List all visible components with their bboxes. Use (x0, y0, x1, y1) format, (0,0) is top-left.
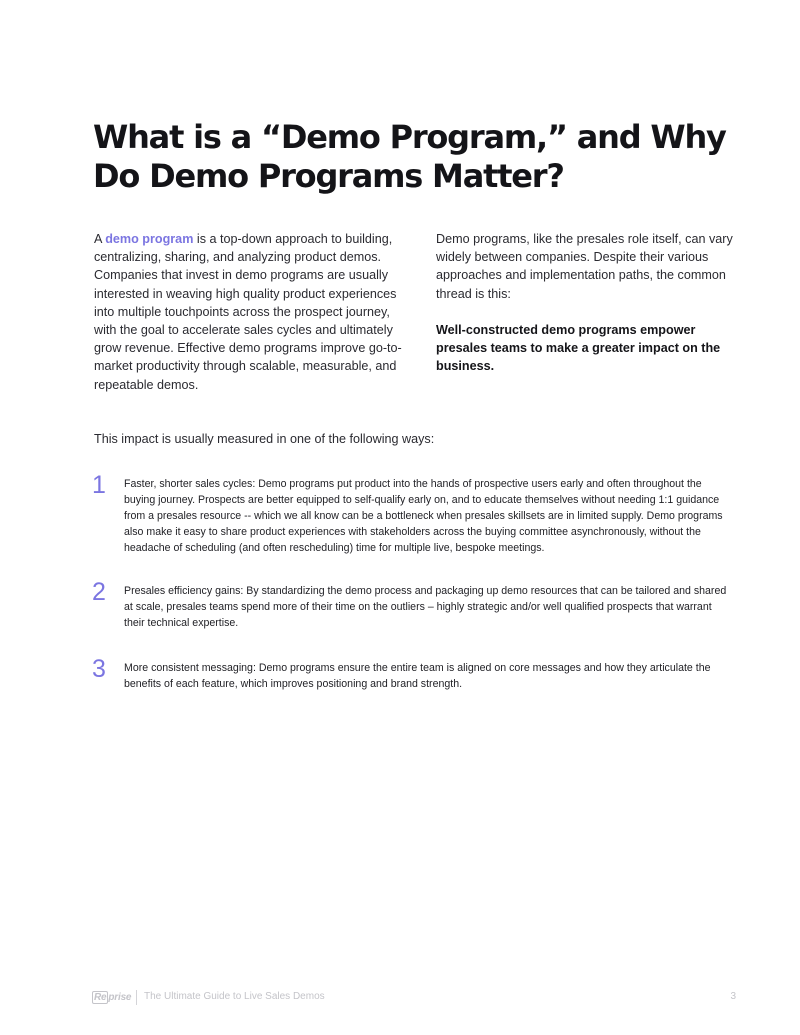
intro-left-column (94, 230, 404, 412)
impact-intro: This impact is usually measured in one of the following ways: (94, 432, 435, 446)
page-number: 3 (730, 991, 736, 1002)
demo-program-link[interactable]: demo program (105, 232, 194, 246)
page-footer (92, 990, 736, 1006)
key-statement: Well-constructed demo programs empower presales teams to make a greater impact on the business. (436, 322, 721, 374)
item-text: Faster, shorter sales cycles: Demo programs put product into the hands of prospective users early and often throughout the buying journey. Prospects are better equipped to self-qualify early on, and to educate themselves without needing 1:1 guidance from a presales resource -- which we all know can be a bottleneck when presales skillsets are in limited supply. Demo programs also make it easy to share product experiences with stakeholders across the buying committee asynchronously, without the headache of scheduling (and often rescheduling) time for multiple live, bespoke meetings. (124, 478, 723, 554)
item-number: 2 (92, 578, 106, 606)
page-title: What is a “Demo Program,” and Why Do Demo Programs Matter? (93, 118, 726, 195)
reprise-logo (92, 991, 131, 1004)
logo-rest: prise (108, 992, 132, 1003)
intro-paragraph (94, 230, 404, 394)
footer-divider (136, 990, 137, 1005)
item-text: More consistent messaging: Demo programs ensure the entire team is aligned on core messages and how they articulate the benefits of each feature, which improves positioning and brand strength. (124, 662, 711, 690)
item-text: Presales efficiency gains: By standardizing the demo process and packaging up demo resources that can be tailored and shared at scale, presales teams spend more of their time on the outliers – highly strategic and/or well qualified prospects that warrant their technical expertise. (124, 585, 727, 629)
intro-prefix: A (94, 232, 106, 246)
intro-right-column (436, 230, 746, 393)
item-number: 1 (92, 471, 106, 499)
right-paragraph: Demo programs, like the presales role itself, can vary widely between companies. Despite their various approaches and implementation paths, the common thread is this: (436, 232, 733, 301)
footer-doc-title: The Ultimate Guide to Live Sales Demos (144, 991, 325, 1002)
item-number: 3 (92, 655, 106, 683)
intro-body: is a top-down approach to building, centralizing, sharing, and analyzing product demos. Companies that invest in demo programs are usually interested in weaving high quality product experiences into multiple touchpoints across the prospect journey, with the goal to accelerate sales cycles and ultimately grow revenue. Effective demo programs improve go-to-market productivity through scalable, measurable, and repeatable demos. (94, 232, 402, 392)
logo-bracket: Re (94, 992, 107, 1003)
